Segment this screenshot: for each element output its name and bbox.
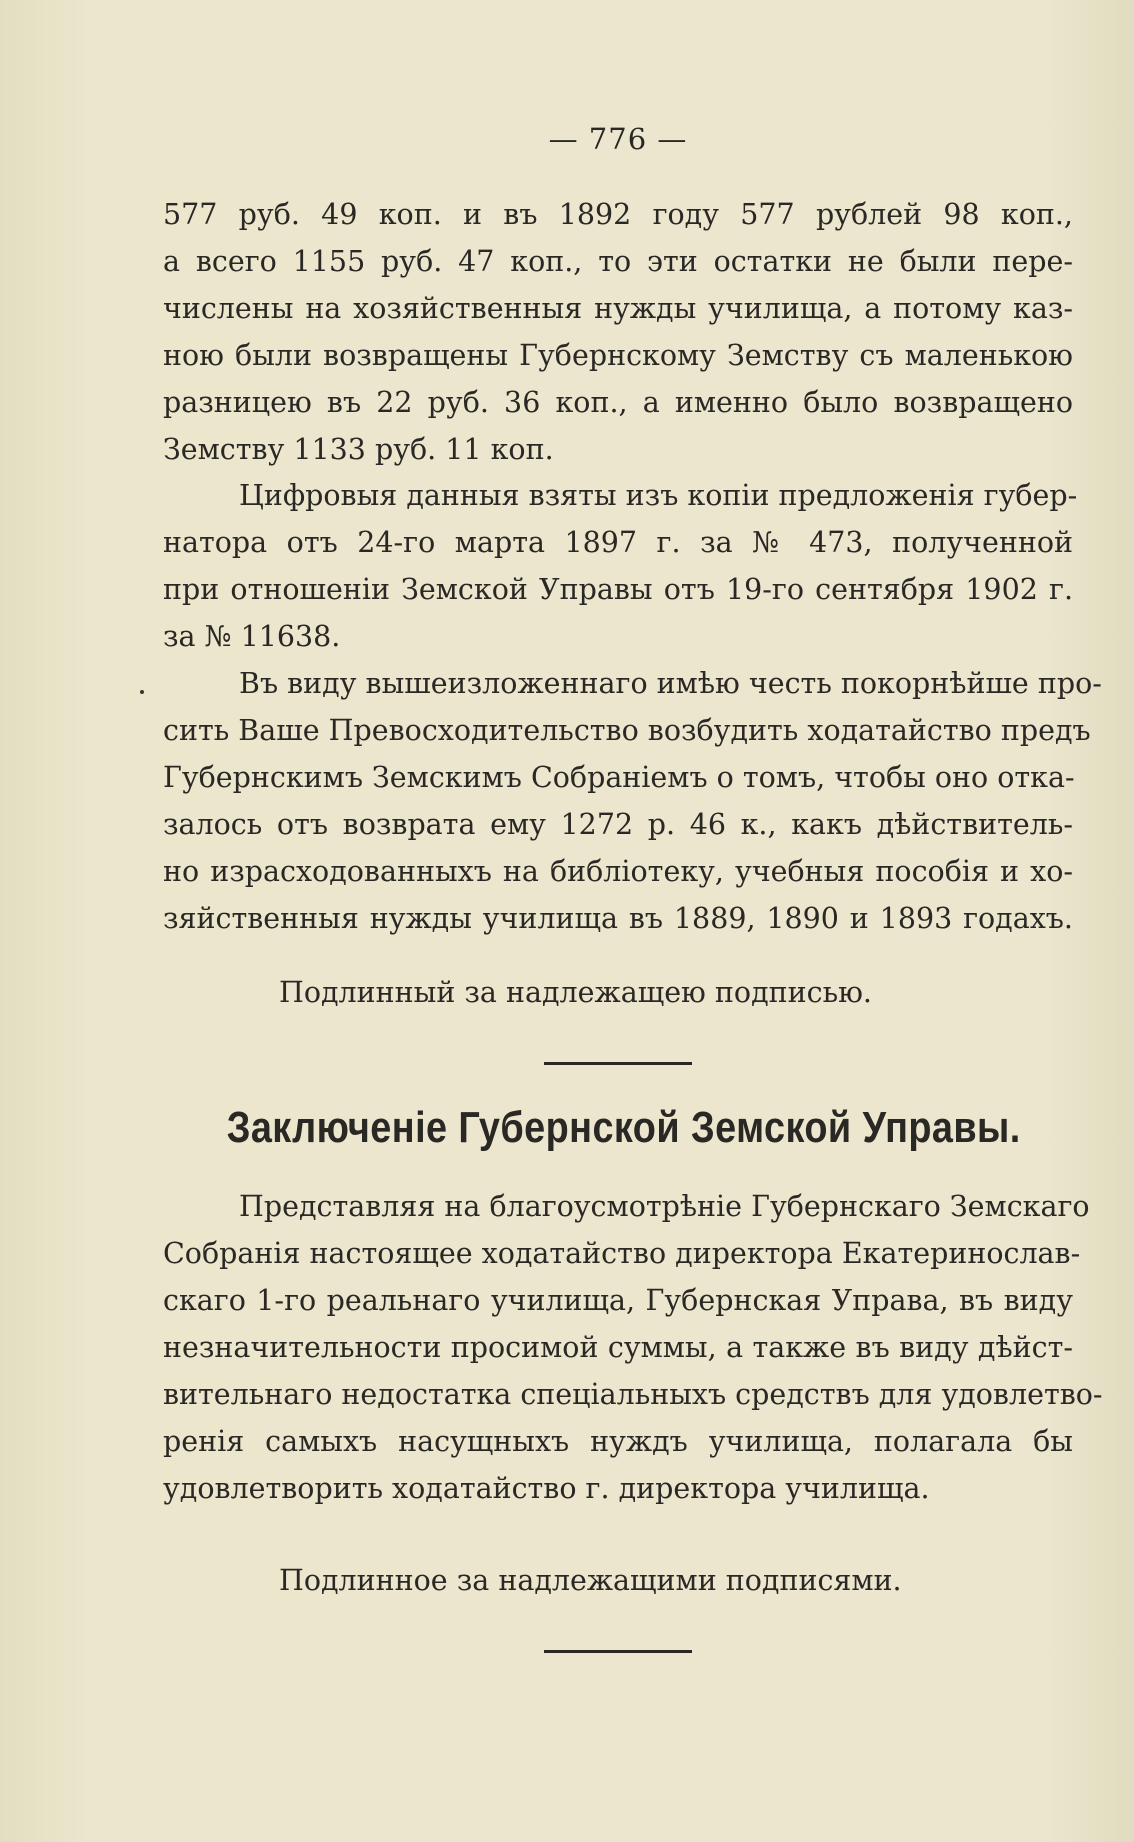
text-line: ренія самыхъ насущныхъ нуждъ училища, полагала бы (163, 1425, 1073, 1458)
text-line: натора отъ 24-го марта 1897 г. за № 473, полученной (163, 526, 1073, 559)
page-number: — 776 — (548, 122, 688, 156)
text-line: Представляя на благоусмотрѣніе Губернскаго Земскаго (239, 1190, 1090, 1223)
text-line: разницею въ 22 руб. 36 коп., а именно было возвращено (163, 386, 1073, 419)
text-line: Цифровыя данныя взяты изъ копіи предложенія губер- (239, 479, 1078, 512)
text-line: Земству 1133 руб. 11 коп. (163, 433, 554, 466)
text-line: при отношеніи Земской Управы отъ 19-го сентября 1902 г. (163, 573, 1073, 606)
text-line: удовлетворить ходатайство г. директора училища. (163, 1472, 930, 1505)
text-line: сить Ваше Превосходительство возбудить ходатайство предъ (163, 714, 1091, 747)
print-speck (140, 690, 144, 694)
signature-note: Подлинный за надлежащею подписью. (279, 976, 872, 1009)
text-line: Въ виду вышеизложеннаго имѣю честь покорнѣйше про- (239, 667, 1102, 700)
text-line: ною были возвращены Губернскому Земству съ маленькою (163, 339, 1073, 372)
text-line: Собранія настоящее ходатайство директора Екатеринослав- (163, 1237, 1081, 1270)
end-divider (544, 1650, 692, 1653)
text-line: а всего 1155 руб. 47 коп., то эти остатки не были пере- (163, 245, 1073, 278)
text-line: зяйственныя нужды училища въ 1889, 1890 и 1893 годахъ. (163, 902, 1073, 935)
text-line: за № 11638. (163, 620, 341, 653)
text-line: но израсходованныхъ на библіотеку, учебныя пособія и хо- (163, 855, 1073, 888)
text-line: числены на хозяйственныя нужды училища, а потому каз- (163, 292, 1073, 325)
text-line: Губернскимъ Земскимъ Собраніемъ о томъ, чтобы оно отка- (163, 761, 1075, 794)
text-line: скаго 1-го реальнаго училища, Губернская Управа, въ виду (163, 1284, 1073, 1317)
section-divider (544, 1062, 692, 1065)
signature-note: Подлинное за надлежащими подписями. (279, 1564, 902, 1597)
text-line: 577 руб. 49 коп. и въ 1892 году 577 рублей 98 коп., (163, 198, 1073, 231)
text-line: вительнаго недостатка спеціальныхъ средствъ для удовлетво- (163, 1378, 1103, 1411)
text-line: залось отъ возврата ему 1272 р. 46 к., какъ дѣйствитель- (163, 808, 1073, 841)
section-heading: Заключеніе Губернской Земской Управы. (226, 1103, 1021, 1152)
text-line: незначительности просимой суммы, а также въ виду дѣйст- (163, 1331, 1073, 1364)
